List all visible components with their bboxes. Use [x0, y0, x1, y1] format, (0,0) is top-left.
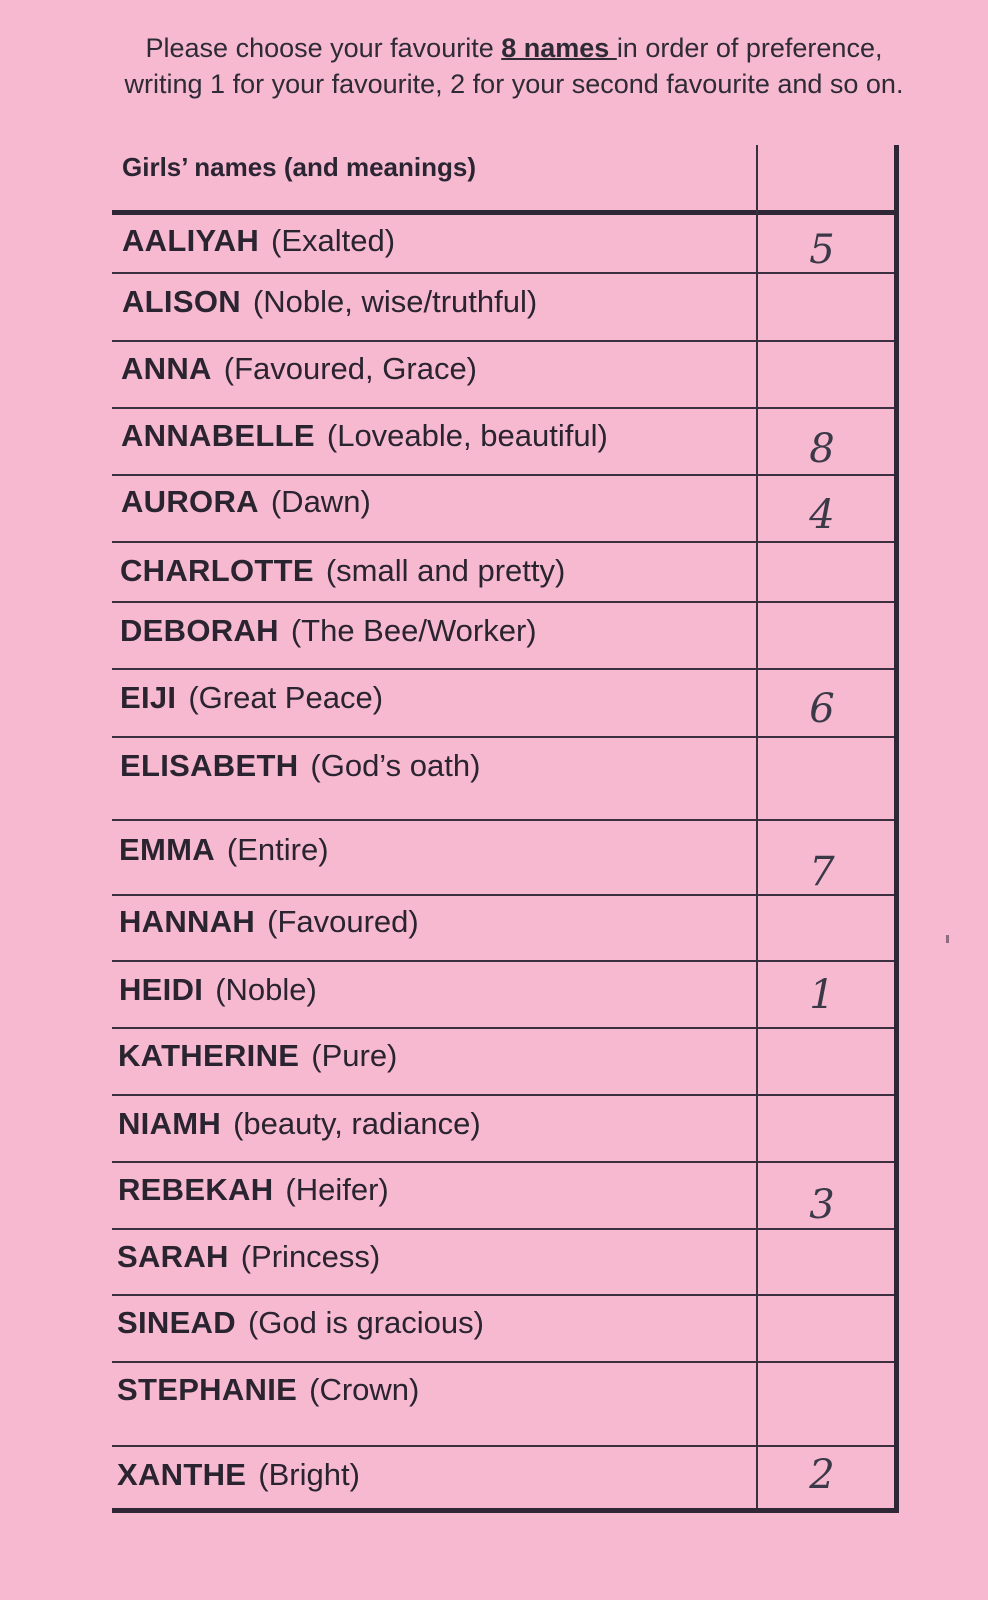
table-row: [120, 673, 383, 723]
table-row: [118, 1099, 481, 1149]
instructions-highlight: 8 names: [501, 33, 617, 63]
meaning-label: (Exalted): [271, 223, 396, 258]
name-label: SINEAD: [117, 1305, 236, 1340]
meaning-label: (God’s oath): [310, 748, 481, 783]
row-divider: [112, 601, 896, 603]
name-label: XANTHE: [117, 1457, 247, 1492]
name-label: STEPHANIE: [117, 1372, 298, 1407]
name-label: CHARLOTTE: [120, 553, 314, 588]
bottom-rule: [112, 1508, 896, 1513]
name-label: NIAMH: [118, 1106, 222, 1141]
table-row: [118, 1031, 397, 1081]
table-row: [122, 277, 537, 327]
meaning-label: (Crown): [309, 1372, 420, 1407]
table-row: [117, 1365, 419, 1415]
table-row: [120, 546, 565, 596]
table-row: [119, 897, 419, 947]
instructions-text: Please choose your favourite: [145, 33, 502, 63]
meaning-label: (Dawn): [270, 484, 371, 519]
name-label: SARAH: [117, 1239, 229, 1274]
row-divider: [112, 668, 896, 670]
table-row: [118, 1165, 389, 1215]
row-divider: [112, 1161, 896, 1163]
meaning-label: (Favoured): [267, 904, 419, 939]
row-divider: [112, 1027, 896, 1029]
meaning-label: (The Bee/Worker): [290, 613, 537, 648]
table-row: [121, 344, 477, 394]
row-divider: [112, 960, 896, 962]
table-row: [119, 965, 317, 1015]
name-label: ANNA: [121, 351, 212, 386]
instructions-line-2: writing 1 for your favourite, 2 for your second favourite and so on.: [124, 69, 904, 99]
table-row: [120, 606, 537, 656]
paper-speck: [946, 935, 949, 943]
instructions-text-end: in order of preference,: [616, 33, 883, 63]
meaning-label: (small and pretty): [325, 553, 566, 588]
table-row: [120, 741, 480, 791]
handwritten-rank: 4: [809, 492, 835, 538]
name-label: EIJI: [120, 680, 177, 715]
meaning-label: (Noble): [215, 972, 317, 1007]
header-rule: [112, 210, 896, 215]
row-divider: [112, 1094, 896, 1096]
name-label: ELISABETH: [120, 748, 299, 783]
row-divider: [112, 541, 896, 543]
name-label: AURORA: [121, 484, 259, 519]
meaning-label: (Noble, wise/truthful): [252, 284, 538, 319]
row-divider: [112, 1445, 896, 1447]
table-row: [117, 1298, 484, 1348]
row-divider: [112, 1294, 896, 1296]
name-label: HEIDI: [119, 972, 204, 1007]
handwritten-rank: 5: [809, 227, 835, 273]
handwritten-rank: 6: [809, 686, 835, 732]
meaning-label: (Favoured, Grace): [223, 351, 478, 386]
handwritten-rank: 3: [809, 1182, 835, 1228]
name-label: EMMA: [119, 832, 215, 867]
row-divider: [112, 340, 896, 342]
name-label: KATHERINE: [118, 1038, 300, 1073]
meaning-label: (beauty, radiance): [233, 1106, 481, 1141]
name-label: REBEKAH: [118, 1172, 274, 1207]
handwritten-rank: 7: [809, 849, 835, 895]
name-label: DEBORAH: [120, 613, 279, 648]
table-row: [121, 477, 371, 527]
meaning-label: (Great Peace): [188, 680, 384, 715]
name-label: AALIYAH: [122, 223, 260, 258]
table-row: [117, 1450, 360, 1500]
name-label: ALISON: [122, 284, 241, 319]
meaning-label: (Entire): [226, 832, 329, 867]
table-row: [121, 411, 608, 461]
handwritten-rank: 8: [809, 426, 835, 472]
row-divider: [112, 819, 896, 821]
meaning-label: (Pure): [311, 1038, 398, 1073]
name-label: HANNAH: [119, 904, 256, 939]
meaning-label: (Princess): [240, 1239, 381, 1274]
handwritten-rank: 1: [809, 972, 835, 1018]
meaning-label: (Bright): [258, 1457, 360, 1492]
row-divider: [112, 1228, 896, 1230]
row-divider: [112, 736, 896, 738]
row-divider: [112, 1361, 896, 1363]
meaning-label: (Heifer): [285, 1172, 389, 1207]
row-divider: [112, 474, 896, 476]
handwritten-rank: 2: [809, 1452, 835, 1498]
table-row: [117, 1232, 380, 1282]
table-row: [122, 216, 395, 266]
table-header: Girls’ names (and meanings): [122, 152, 476, 182]
table-row: [119, 825, 329, 875]
table-right-border: [894, 145, 899, 1513]
meaning-label: (Loveable, beautiful): [326, 418, 608, 453]
meaning-label: (God is gracious): [247, 1305, 484, 1340]
column-divider: [756, 145, 758, 1508]
name-label: ANNABELLE: [121, 418, 315, 453]
row-divider: [112, 407, 896, 409]
